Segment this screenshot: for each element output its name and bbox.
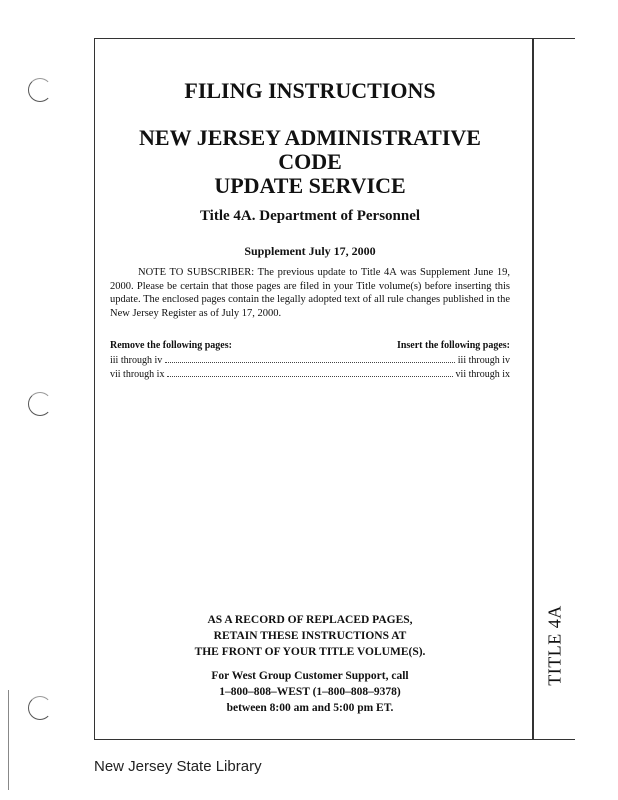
tab-divider-line <box>532 38 534 740</box>
support-line: For West Group Customer Support, call <box>211 670 409 682</box>
record-line: THE FRONT OF YOUR TITLE VOLUME(S). <box>194 646 426 658</box>
record-line: RETAIN THESE INSTRUCTIONS AT <box>213 630 407 642</box>
title-tab <box>540 600 570 690</box>
page-row <box>110 368 510 380</box>
subtitle-line: UPDATE SERVICE <box>214 173 406 198</box>
insert-pages-header: Insert the following pages: <box>396 340 510 351</box>
subscriber-note: NOTE TO SUBSCRIBER: The previous update to Title 4A was Supplement June 19, 2000. Please be certain that those pages are filed in your Title volume(s) before inserting this update. The enclosed pages contain the legally adopted text of all rule changes published in the New Jersey Register as of July 17, 2000. <box>110 267 510 319</box>
record-instructions <box>110 612 510 660</box>
page-row <box>110 354 510 366</box>
remove-pages-header: Remove the following pages: <box>110 340 232 351</box>
remove-pages: iii through iv <box>110 355 163 366</box>
department-heading: Title 4A. Department of Personnel <box>199 208 421 224</box>
insert-pages: vii through ix <box>455 369 510 380</box>
punch-hole-middle <box>28 392 52 416</box>
support-line: 1–800–808–WEST (1–800–808–9378) <box>219 686 401 698</box>
punch-hole-bottom <box>28 696 52 720</box>
support-line: between 8:00 am and 5:00 pm ET. <box>226 702 394 714</box>
title-tab-label: TITLE 4A <box>544 604 565 686</box>
punch-hole-top <box>28 78 52 102</box>
document-subtitle <box>110 126 510 198</box>
customer-support-info <box>110 668 510 716</box>
library-stamp: New Jersey State Library <box>94 758 262 775</box>
remove-pages: vii through ix <box>110 369 165 380</box>
subtitle-line: NEW JERSEY ADMINISTRATIVE CODE <box>139 125 481 174</box>
left-margin-line <box>8 690 9 790</box>
dot-leader <box>165 354 455 363</box>
pages-header <box>110 340 510 351</box>
document-title: FILING INSTRUCTIONS <box>184 78 436 103</box>
dot-leader <box>167 368 452 377</box>
record-line: AS A RECORD OF REPLACED PAGES, <box>207 614 413 626</box>
insert-pages: iii through iv <box>457 355 510 366</box>
supplement-date: Supplement July 17, 2000 <box>244 244 376 258</box>
